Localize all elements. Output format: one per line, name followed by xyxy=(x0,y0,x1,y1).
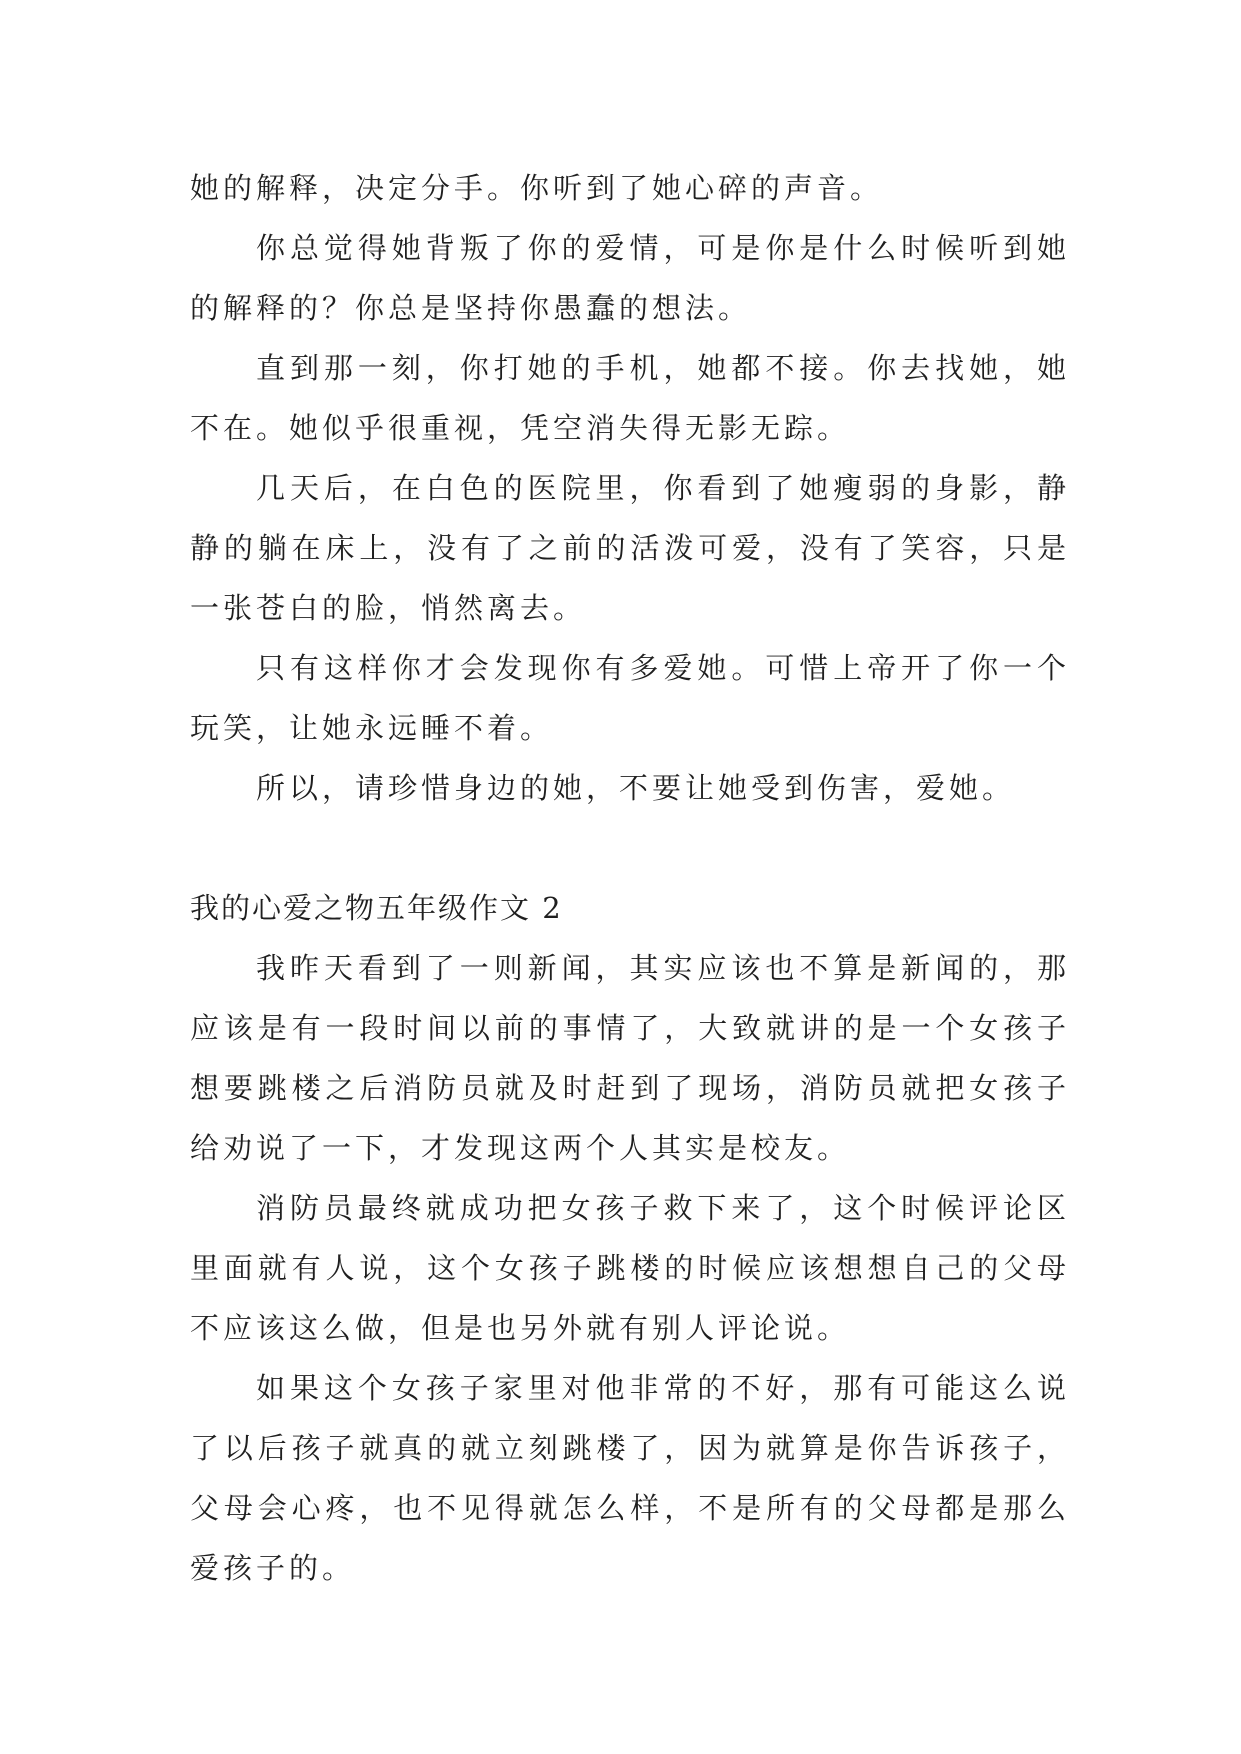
paragraph: 所以，请珍惜身边的她，不要让她受到伤害，爱她。 xyxy=(256,771,1016,805)
paragraph: 如果这个女孩子家里对他非常的不好，那有可能这么说了以后孩子就真的就立刻跳楼了，因为就算是你告诉孩子，父母会心疼，也不见得就怎么样，不是所有的父母都是那么爱孩子的。 xyxy=(190,1371,1070,1585)
paragraph: 只有这样你才会发现你有多爱她。可惜上帝开了你一个玩笑，让她永远睡不着。 xyxy=(190,651,1070,745)
paragraph: 她的解释，决定分手。你听到了她心碎的声音。 xyxy=(190,171,884,205)
paragraph: 直到那一刻，你打她的手机，她都不接。你去找她，她不在。她似乎很重视，凭空消失得无影无踪。 xyxy=(190,351,1070,445)
document-body xyxy=(190,158,1070,1598)
paragraph: 我昨天看到了一则新闻，其实应该也不算是新闻的，那应该是有一段时间以前的事情了，大致就讲的是一个女孩子想要跳楼之后消防员就及时赶到了现场，消防员就把女孩子给劝说了一下，才发现这两个人其实是校友。 xyxy=(190,951,1070,1165)
section-title: 我的心爱之物五年级作文 2 xyxy=(190,891,563,925)
paragraph: 你总觉得她背叛了你的爱情，可是你是什么时候听到她的解释的？你总是坚持你愚蠢的想法。 xyxy=(190,231,1070,325)
paragraph: 消防员最终就成功把女孩子救下来了，这个时候评论区里面就有人说，这个女孩子跳楼的时候应该想想自己的父母不应该这么做，但是也另外就有别人评论说。 xyxy=(190,1191,1070,1345)
paragraph: 几天后，在白色的医院里，你看到了她瘦弱的身影，静静的躺在床上，没有了之前的活泼可爱，没有了笑容，只是一张苍白的脸，悄然离去。 xyxy=(190,471,1070,625)
